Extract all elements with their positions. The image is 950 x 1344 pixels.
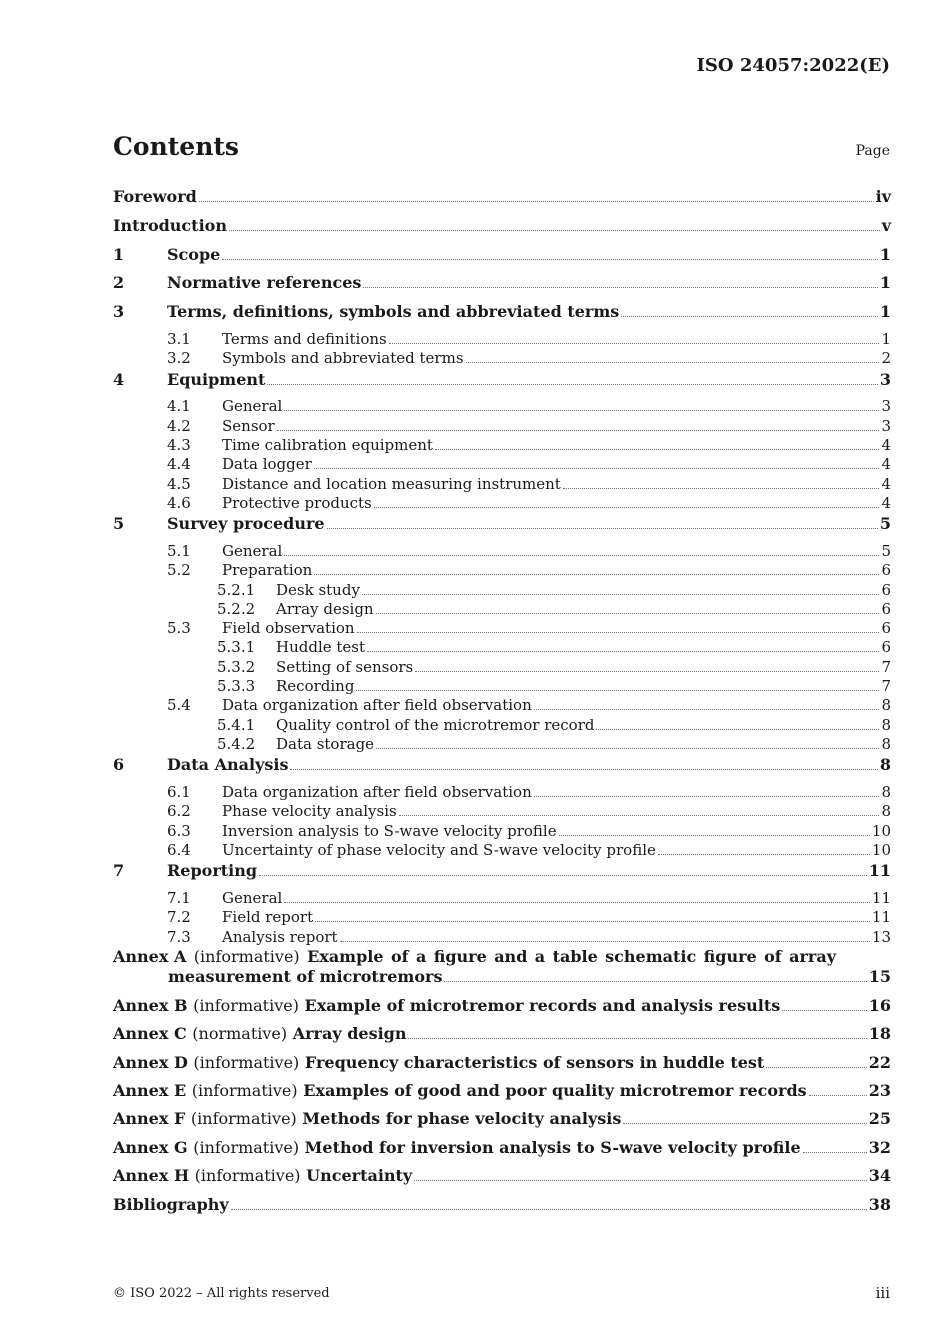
toc-entry-number: 3.2 — [167, 349, 191, 368]
annex-a-prefix: Annex A — [113, 946, 187, 966]
toc-entry-page: 8 — [881, 783, 891, 802]
annex-a-type: (informative) — [193, 946, 300, 966]
toc-entry-page: 13 — [871, 927, 891, 946]
annex-a-word: a — [534, 946, 546, 966]
copyright-notice: © ISO 2022 – All rights reserved — [113, 1286, 330, 1301]
dot-leader — [414, 1180, 867, 1181]
toc-entry[interactable] — [113, 581, 891, 600]
annex-label: Frequency characteristics of sensors in huddle test — [304, 1052, 765, 1072]
toc-entry-page: 8 — [881, 802, 891, 821]
toc-entry[interactable] — [113, 215, 891, 244]
toc-entry-label: Field report — [222, 908, 314, 927]
annex-title — [113, 1052, 764, 1074]
toc-entry-label: Time calibration equipment — [222, 435, 433, 454]
toc-entry-label: Data organization after field observation — [222, 696, 532, 715]
annex-label: Method for inversion analysis to S-wave velocity profile — [304, 1137, 801, 1157]
toc-entry-number: 6.3 — [167, 821, 191, 840]
annex-label: Examples of good and poor quality microtremor records — [303, 1081, 807, 1101]
dot-leader — [363, 287, 877, 288]
toc-entry-page: 3 — [879, 369, 891, 389]
toc-annex[interactable] — [113, 995, 891, 1023]
toc-entry[interactable] — [113, 696, 891, 715]
toc-entry-page: 1 — [879, 302, 891, 322]
annex-page: 18 — [868, 1024, 891, 1044]
toc-entry[interactable] — [113, 475, 891, 494]
dot-leader — [356, 690, 879, 691]
annex-a-word: table — [552, 946, 598, 966]
dot-leader — [399, 815, 880, 816]
toc-entry-label: Symbols and abbreviated terms — [222, 349, 464, 368]
document-id: ISO 24057:2022(E) — [696, 55, 890, 76]
toc-entry-label: Foreword — [113, 187, 197, 206]
dot-leader — [408, 1038, 866, 1039]
dot-leader — [559, 835, 870, 836]
toc-entry-label: Data Analysis — [167, 755, 289, 775]
dot-leader — [284, 555, 879, 556]
annex-a-line1 — [113, 947, 891, 967]
annex-a-line2 — [113, 967, 891, 987]
toc-entry-label: Uncertainty of phase velocity and S-wave velocity profile — [222, 840, 656, 859]
toc-entry-label: Quality control of the microtremor record — [276, 715, 595, 734]
toc-annex[interactable] — [113, 1023, 891, 1051]
annex-a-word: schematic — [605, 946, 697, 966]
dot-leader — [621, 316, 878, 317]
toc-entry-page: 1 — [881, 329, 891, 348]
dot-leader — [374, 507, 880, 508]
toc-entry-number: 2 — [113, 273, 125, 293]
toc-entry[interactable] — [113, 754, 891, 783]
dot-leader — [466, 362, 880, 363]
annex-type: (informative) — [193, 1137, 300, 1157]
annex-prefix: Annex D — [113, 1052, 188, 1072]
toc-entry-page: 3 — [881, 397, 891, 416]
toc-entry-label: Inversion analysis to S-wave velocity profile — [222, 821, 557, 840]
dot-leader — [284, 410, 879, 411]
annex-prefix: Annex C — [113, 1024, 187, 1044]
toc-entry-label: Data storage — [276, 734, 375, 753]
toc-entry-number: 6.4 — [167, 840, 191, 859]
toc-entry[interactable] — [113, 716, 891, 735]
toc-entry-number: 5.2.2 — [217, 599, 256, 618]
toc-entry[interactable] — [113, 455, 891, 474]
toc-entry-number: 3 — [113, 302, 125, 322]
dot-leader — [444, 981, 866, 982]
dot-leader — [367, 651, 879, 652]
toc-entry-label: Phase velocity analysis — [222, 802, 397, 821]
toc-annex[interactable] — [113, 1108, 891, 1136]
toc-entry-label: General — [222, 541, 283, 560]
toc-entry[interactable] — [113, 822, 891, 841]
toc-entry-number: 5.4.1 — [217, 715, 256, 734]
toc-entry[interactable] — [113, 889, 891, 908]
table-of-contents — [113, 186, 891, 1222]
toc-entry-label: Protective products — [222, 493, 372, 512]
toc-entry[interactable] — [113, 330, 891, 349]
dot-leader — [534, 709, 880, 710]
toc-entry-number: 5.2.1 — [217, 580, 256, 599]
annex-type: (normative) — [192, 1024, 288, 1044]
toc-entry[interactable] — [113, 369, 891, 398]
dot-leader — [596, 729, 879, 730]
annex-label: Methods for phase velocity analysis — [302, 1109, 622, 1129]
toc-entry-label: Terms, definitions, symbols and abbreviated terms — [167, 302, 620, 322]
toc-entry-page: 11 — [868, 861, 891, 881]
annex-a-word: of — [390, 946, 409, 966]
toc-entry-label: Data logger — [222, 455, 312, 474]
toc-entry-number: 4.1 — [167, 397, 191, 416]
toc-entry-number: 5.3.2 — [217, 657, 256, 676]
annex-title — [113, 1023, 406, 1045]
annex-type: (informative) — [193, 1052, 300, 1072]
toc-entry[interactable] — [113, 272, 891, 301]
toc-entry-number: 4 — [113, 369, 125, 389]
annex-page: 32 — [868, 1137, 891, 1157]
toc-entry-label: Normative references — [167, 273, 362, 293]
page-column-header: Page — [855, 143, 890, 159]
toc-annex[interactable] — [113, 1052, 891, 1080]
toc-entry[interactable] — [113, 436, 891, 455]
annex-type: (informative) — [191, 1081, 298, 1101]
toc-entry-number: 4.3 — [167, 435, 191, 454]
dot-leader — [534, 796, 880, 797]
toc-entry-page: 6 — [881, 599, 891, 618]
dot-leader — [766, 1067, 866, 1068]
toc-entry-label: Sensor — [222, 416, 275, 435]
toc-entries — [113, 186, 891, 947]
toc-entry-page: iv — [875, 187, 891, 206]
toc-entry-label: Preparation — [222, 561, 313, 580]
toc-entry[interactable] — [113, 677, 891, 696]
annex-page: 16 — [868, 995, 891, 1015]
toc-entry-label: Distance and location measuring instrument — [222, 474, 561, 493]
toc-entry[interactable] — [113, 186, 891, 215]
annex-a-word: figure — [703, 946, 757, 966]
annex-prefix: Annex F — [113, 1109, 186, 1129]
toc-entry-number: 4.5 — [167, 474, 191, 493]
toc-entry-label: Array design — [276, 599, 374, 618]
annex-title — [113, 1108, 621, 1130]
toc-entry-number: 7.2 — [167, 908, 191, 927]
dot-leader — [277, 430, 880, 431]
dot-leader — [376, 748, 879, 749]
toc-entry-number: 4.2 — [167, 416, 191, 435]
toc-entry-number: 7.1 — [167, 889, 191, 907]
toc-entry-page: 4 — [881, 474, 891, 493]
annex-page: 23 — [868, 1081, 891, 1101]
dot-leader — [340, 941, 870, 942]
toc-entry-page: 5 — [879, 514, 891, 534]
toc-entry[interactable] — [113, 301, 891, 330]
toc-entry-page: 10 — [871, 821, 891, 840]
page-title: Contents — [113, 132, 240, 161]
toc-entry[interactable] — [113, 349, 891, 368]
toc-entry[interactable] — [113, 928, 891, 947]
bibliography-page: 38 — [868, 1194, 891, 1214]
toc-entry-label: Field observation — [222, 619, 355, 638]
toc-annex[interactable] — [113, 1137, 891, 1165]
dot-leader — [199, 201, 874, 202]
toc-entry-page: 8 — [881, 715, 891, 734]
toc-entry-page: 8 — [881, 734, 891, 753]
toc-entry-label: Equipment — [167, 369, 266, 389]
toc-entry[interactable] — [113, 802, 891, 821]
toc-entry-label: Analysis report — [222, 927, 338, 946]
toc-entry-number: 7 — [113, 861, 125, 881]
dot-leader — [314, 468, 880, 469]
annex-label: Array design — [292, 1024, 407, 1044]
dot-leader — [284, 902, 870, 903]
toc-entry-number: 4.4 — [167, 455, 191, 474]
toc-entry-page: 7 — [881, 677, 891, 696]
toc-entry[interactable] — [113, 513, 891, 542]
dot-leader — [803, 1152, 867, 1153]
toc-entry-page: 8 — [879, 755, 891, 775]
dot-leader — [563, 488, 880, 489]
toc-entry-page: 11 — [871, 889, 891, 907]
annex-prefix: Annex B — [113, 995, 188, 1015]
toc-entry[interactable] — [113, 638, 891, 657]
annex-prefix: Annex H — [113, 1166, 190, 1186]
dot-leader — [415, 671, 879, 672]
annex-a-word: Example — [307, 946, 384, 966]
toc-entry-page: 10 — [871, 840, 891, 859]
dot-leader — [315, 921, 870, 922]
toc-entry[interactable] — [113, 860, 891, 889]
dot-leader — [267, 384, 877, 385]
toc-entry-number: 1 — [113, 244, 125, 264]
dot-leader — [435, 449, 880, 450]
annex-title — [113, 995, 780, 1017]
toc-entry-number: 5.4.2 — [217, 734, 256, 753]
annex-a-word: of — [764, 946, 782, 966]
toc-entry-label: Introduction — [113, 215, 227, 235]
toc-entry-number: 5.3.1 — [217, 638, 256, 657]
dot-leader — [327, 528, 878, 529]
toc-entry[interactable] — [113, 561, 891, 580]
annex-a-title-end: measurement of microtremors — [168, 966, 443, 986]
toc-entry-page: 6 — [881, 619, 891, 638]
toc-annex-a[interactable] — [113, 947, 891, 995]
toc-entry[interactable] — [113, 783, 891, 802]
annex-a-page: 15 — [868, 966, 891, 986]
toc-entry[interactable] — [113, 841, 891, 860]
dot-leader — [782, 1010, 866, 1011]
page-number: iii — [875, 1284, 890, 1302]
annex-prefix: Annex E — [113, 1081, 187, 1101]
toc-entry-page: 11 — [871, 908, 891, 927]
dot-leader — [222, 259, 878, 260]
toc-entry-label: Reporting — [167, 861, 258, 881]
toc-entry[interactable] — [113, 244, 891, 273]
toc-entry-page: 6 — [881, 638, 891, 657]
dot-leader — [376, 613, 880, 614]
toc-entry-label: Data organization after field observation — [222, 783, 532, 802]
toc-entry-number: 6.1 — [167, 783, 191, 802]
toc-entry-number: 5.3.3 — [217, 677, 256, 696]
annex-a-word: a — [415, 946, 427, 966]
annex-a-word: and — [494, 946, 528, 966]
annex-label: Example of microtremor records and analysis results — [304, 995, 781, 1015]
dot-leader — [357, 632, 880, 633]
dot-leader — [362, 594, 880, 595]
toc-entry-page: 6 — [881, 561, 891, 580]
toc-entry-number: 5.1 — [167, 541, 191, 560]
annex-type: (informative) — [190, 1109, 297, 1129]
dot-leader — [259, 875, 867, 876]
bibliography-label: Bibliography — [113, 1194, 229, 1214]
annex-a-word: figure — [433, 946, 487, 966]
toc-entry-page: 3 — [881, 416, 891, 435]
toc-entry[interactable] — [113, 397, 891, 416]
toc-entry-page: 4 — [881, 493, 891, 512]
annex-page: 22 — [868, 1052, 891, 1072]
toc-entry-page: 1 — [879, 244, 891, 264]
toc-entry-number: 5.4 — [167, 696, 191, 715]
toc-entry-number: 5.3 — [167, 619, 191, 638]
toc-entry[interactable] — [113, 600, 891, 619]
annex-entries — [113, 995, 891, 1194]
toc-entry-label: General — [222, 889, 283, 907]
toc-entry[interactable] — [113, 908, 891, 927]
dot-leader — [229, 230, 880, 231]
toc-annex[interactable] — [113, 1080, 891, 1108]
dot-leader — [290, 769, 877, 770]
toc-entry-number: 7.3 — [167, 927, 191, 946]
toc-entry-label: General — [222, 397, 283, 416]
annex-title — [113, 1137, 801, 1159]
toc-entry-label: Huddle test — [276, 638, 366, 657]
dot-leader — [231, 1209, 867, 1210]
annex-a-word: array — [789, 946, 836, 966]
toc-entry[interactable] — [113, 417, 891, 436]
toc-entry-number: 4.6 — [167, 493, 191, 512]
toc-entry-page: 5 — [881, 541, 891, 560]
dot-leader — [658, 854, 870, 855]
toc-entry-page: 6 — [881, 580, 891, 599]
annex-type: (informative) — [194, 1166, 301, 1186]
annex-page: 25 — [868, 1109, 891, 1129]
toc-entry-label: Scope — [167, 244, 221, 264]
toc-bibliography[interactable] — [113, 1194, 891, 1223]
toc-entry-page: 8 — [881, 696, 891, 715]
annex-prefix: Annex G — [113, 1137, 188, 1157]
annex-page: 34 — [868, 1166, 891, 1186]
toc-entry-number: 5.2 — [167, 561, 191, 580]
toc-entry[interactable] — [113, 494, 891, 513]
toc-entry-label: Survey procedure — [167, 514, 325, 534]
toc-annex[interactable] — [113, 1165, 891, 1193]
toc-entry[interactable] — [113, 735, 891, 754]
toc-entry-number: 6 — [113, 755, 125, 775]
toc-entry-number: 6.2 — [167, 802, 191, 821]
annex-type: (informative) — [193, 995, 299, 1015]
annex-title — [113, 1165, 412, 1187]
dot-leader — [809, 1095, 867, 1096]
toc-entry-label: Setting of sensors — [276, 657, 414, 676]
toc-entry-label: Terms and definitions — [222, 329, 387, 348]
dot-leader — [389, 343, 880, 344]
toc-entry-number: 5 — [113, 514, 125, 534]
toc-entry-page: 4 — [881, 455, 891, 474]
toc-entry-page: 2 — [881, 349, 891, 368]
toc-entry[interactable] — [113, 619, 891, 638]
dot-leader — [623, 1123, 866, 1124]
annex-title — [113, 1080, 807, 1102]
toc-entry-label: Desk study — [276, 580, 360, 599]
toc-entry-page: v — [881, 215, 891, 235]
toc-entry-number: 3.1 — [167, 329, 191, 348]
toc-entry-label: Recording — [276, 677, 355, 696]
annex-label: Uncertainty — [306, 1166, 413, 1186]
toc-entry-page: 4 — [881, 435, 891, 454]
toc-entry[interactable] — [113, 542, 891, 561]
toc-entry-page: 1 — [879, 273, 891, 293]
toc-entry[interactable] — [113, 658, 891, 677]
toc-entry-page: 7 — [881, 657, 891, 676]
dot-leader — [314, 574, 879, 575]
